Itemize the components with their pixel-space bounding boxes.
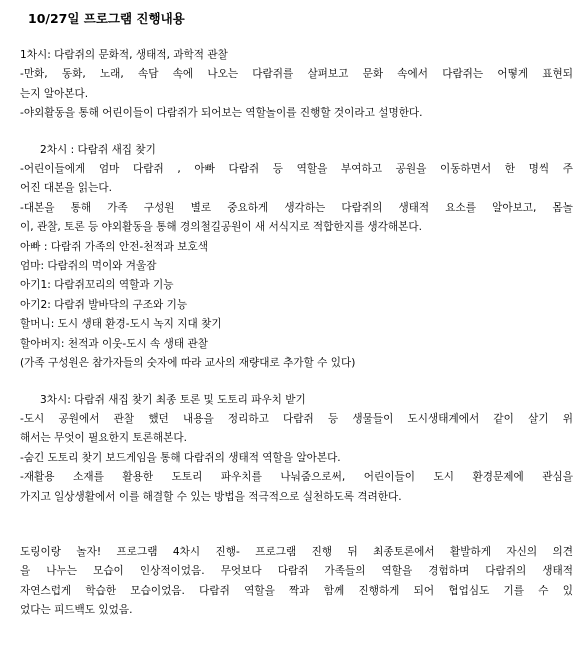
session-2-note: (가족 구성원은 참가자들의 숫자에 따라 교사의 재량대로 추가할 수 있다) bbox=[20, 357, 356, 370]
session-3-line: -숨긴 도토리 찾기 보드게임을 통해 다람쥐의 생태적 역할을 알아본다. bbox=[20, 451, 341, 464]
summary-line: 을 나누는 모습이 인상적이었음. 무엇보다 다람쥐 가족들의 역할을 경험하며 다람쥐의 생태적 bbox=[20, 565, 573, 578]
session-2-line: 어진 대본을 읽는다. bbox=[20, 182, 112, 195]
role-baby-1: 아기1: 다람쥐꼬리의 역할과 기능 bbox=[20, 279, 174, 292]
session-2-line: -어린이들에게 엄마 다람쥐 , 아빠 다람쥐 등 역할을 부여하고 공원을 이동하면서 한 명씩 주 bbox=[20, 163, 573, 176]
session-2-line: -대본을 통해 가족 구성원 별로 중요하게 생각하는 다람쥐의 생태적 요소를 알아보고, 몸놀 bbox=[20, 201, 573, 214]
summary-line: 었다는 피드백도 있었음. bbox=[20, 604, 133, 617]
summary-line: 자연스럽게 학습한 모습이었음. 다람쥐 역할을 짝과 함께 진행하게 되어 협업심도 기를 수 있 bbox=[20, 584, 573, 597]
role-grandpa: 할아버지: 천적과 이웃-도시 속 생태 관찰 bbox=[20, 337, 208, 350]
role-mom: 엄마: 다람쥐의 먹이와 겨울잠 bbox=[20, 260, 157, 273]
session-3-line: 해서는 무엇이 필요한지 토론해본다. bbox=[20, 432, 187, 445]
session-2-line: 이, 관찰, 토론 등 야외활동을 통해 경의철길공원이 새 서식지로 적합한지를 생각해본다. bbox=[20, 221, 422, 234]
session-3-section bbox=[20, 391, 573, 507]
session-1-line: -만화, 동화, 노래, 속담 속에 나오는 다람쥐를 살펴보고 문화 속에서 다람쥐는 어떻게 표현되 bbox=[20, 68, 573, 81]
role-dad: 아빠 : 다람쥐 가족의 안전-천적과 보호색 bbox=[20, 240, 208, 253]
document-title: 10/27일 프로그램 진행내용 bbox=[28, 11, 185, 26]
session-1-line: 는지 알아본다. bbox=[20, 87, 89, 100]
session-1-line: -야외활동을 통해 어린이들이 다람쥐가 되어보는 역할놀이를 진행할 것이라고 설명한다. bbox=[20, 107, 423, 120]
role-baby-2: 아기2: 다람쥐 발바닥의 구조와 기능 bbox=[20, 298, 188, 311]
session-3-line: -재활용 소재를 활용한 도토리 파우치를 나눠줌으로써, 어린이들이 도시 환경문제에 관심을 bbox=[20, 471, 573, 484]
session-2-heading: 2차시 : 다람쥐 새집 찾기 bbox=[40, 143, 156, 156]
summary-line: 도링이랑 놀자! 프로그램 4차시 진행- 프로그램 진행 뒤 최종토론에서 활발하게 자신의 의견 bbox=[20, 545, 573, 558]
session-3-heading: 3차시: 다람쥐 새집 찾기 최종 토론 및 도토리 파우치 받기 bbox=[40, 393, 306, 406]
session-3-line: -도시 공원에서 관찰 했던 내용을 정리하고 다람쥐 등 생물들이 도시생태계에서 같이 살기 위 bbox=[20, 412, 573, 425]
session-2-section bbox=[20, 141, 573, 374]
session-1-heading: 1차시: 다람쥐의 문화적, 생태적, 과학적 관찰 bbox=[20, 49, 228, 61]
session-1-section bbox=[20, 46, 573, 124]
role-grandma: 할머니: 도시 생태 환경-도시 녹지 지대 찾기 bbox=[20, 318, 222, 331]
summary-section bbox=[20, 543, 573, 621]
session-3-line: 가지고 일상생활에서 이를 해결할 수 있는 방법을 적극적으로 실천하도록 격려한다. bbox=[20, 490, 402, 503]
